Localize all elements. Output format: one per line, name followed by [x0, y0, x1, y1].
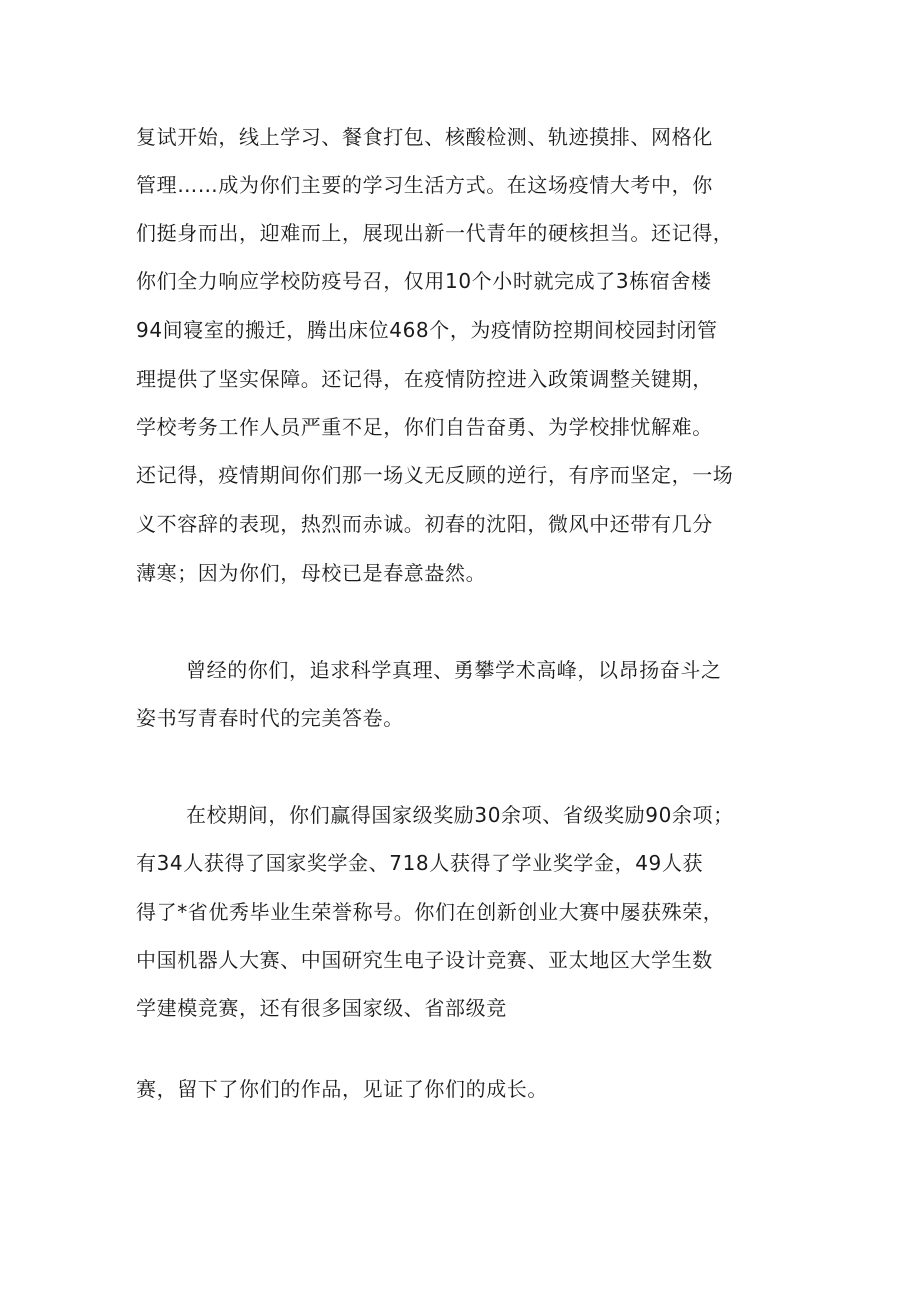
text-line: 中国机器人大赛、中国研究生电子设计竞赛、亚太地区大学生数 — [136, 948, 713, 972]
text-line: 有34人获得了国家奖学金、718人获得了学业奖学金，49人获 — [136, 851, 704, 875]
text-line: 在校期间，你们赢得国家级奖励30余项、省级奖励90余项； — [186, 803, 734, 827]
text-line: 复试开始，线上学习、餐食打包、核酸检测、轨迹摸排、网格化 — [136, 125, 713, 149]
text-line: 们挺身而出，迎难而上，展现出新一代青年的硬核担当。还记得， — [136, 221, 734, 245]
text-line: 你们全力响应学校防疫号召，仅用10个小时就完成了3栋宿舍楼 — [136, 269, 712, 293]
text-line: 薄寒；因为你们，母校已是春意盎然。 — [136, 561, 487, 585]
text-line: 学校考务工作人员严重不足，你们自告奋勇、为学校排忧解难。 — [136, 415, 713, 439]
text-line: 曾经的你们，追求科学真理、勇攀学术高峰，以昂扬奋斗之 — [186, 658, 722, 682]
text-line: 得了*省优秀毕业生荣誉称号。你们在创新创业大赛中屡获殊荣， — [136, 900, 724, 924]
text-line: 赛，留下了你们的作品，见证了你们的成长。 — [136, 1077, 548, 1101]
text-line: 管理……成为你们主要的学习生活方式。在这场疫情大考中，你 — [136, 173, 713, 197]
text-line: 还记得，疫情期间你们那一场义无反顾的逆行，有序而坚定，一场 — [136, 463, 734, 487]
text-line: 理提供了坚实保障。还记得，在疫情防控进入政策调整关键期， — [136, 367, 713, 391]
text-line: 义不容辞的表现，热烈而赤诚。初春的沈阳，微风中还带有几分 — [136, 512, 713, 536]
text-line: 94间寝室的搬迁，腾出床位468个，为疫情防控期间校园封闭管 — [136, 318, 718, 342]
text-line: 姿书写青春时代的完美答卷。 — [136, 706, 404, 730]
text-line: 学建模竞赛，还有很多国家级、省部级竞 — [136, 996, 507, 1020]
